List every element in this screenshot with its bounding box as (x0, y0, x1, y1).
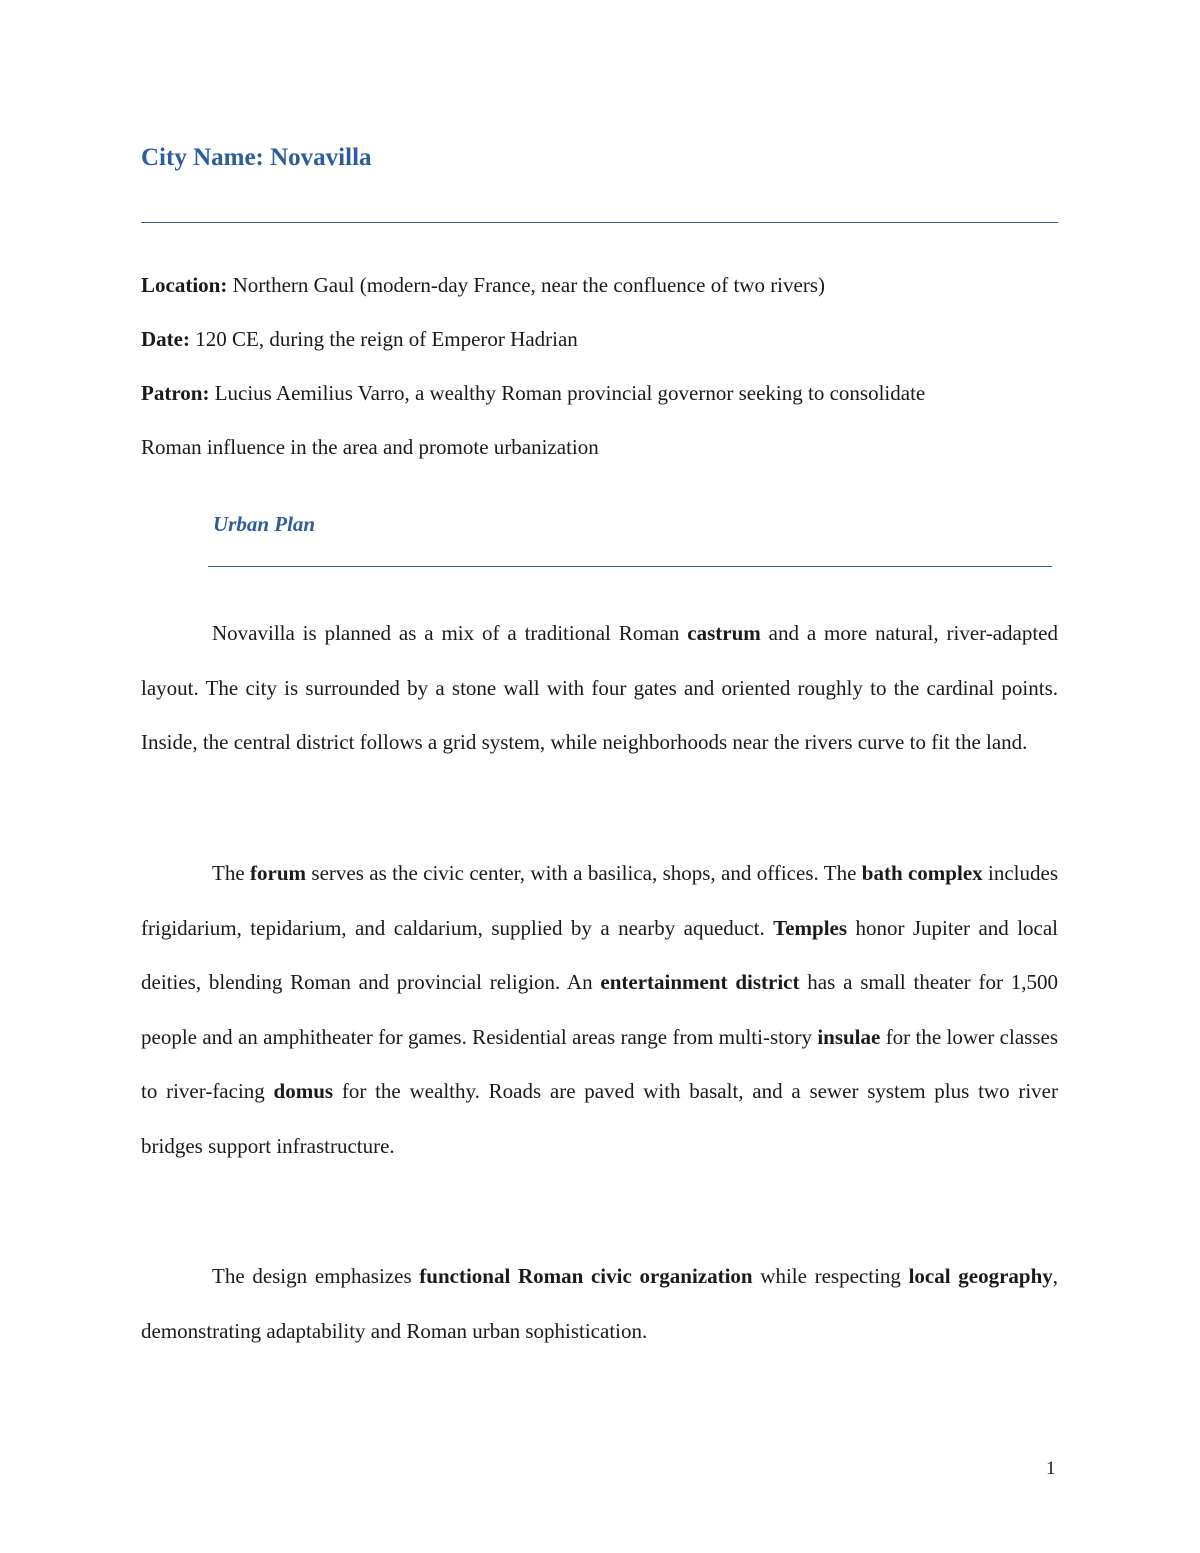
patron-value: Lucius Aemilius Varro, a wealthy Roman provincial governor seeking to consolidate (209, 381, 926, 405)
text-run: has a small theater for 1,500 people and an amphitheater for games. Residential areas range from multi-story (141, 970, 1059, 1049)
title-divider (141, 222, 1058, 223)
section-divider (208, 566, 1052, 567)
paragraph-summary (141, 1249, 1058, 1358)
bold-term-entertainment-district: entertainment district (600, 970, 800, 994)
date-label: Date: (141, 327, 190, 351)
text-run: , demonstrating adaptability and Roman urban sophistication. (141, 1264, 1059, 1343)
text-run: for the lower classes to river-facing (141, 1024, 1058, 1103)
bold-term-temples: Temples (773, 915, 848, 940)
date-line (141, 324, 578, 354)
patron-line-continued (141, 432, 599, 462)
bold-term-domus: domus (273, 1079, 334, 1103)
city-title: City Name: Novavilla (141, 144, 372, 171)
patron-value-continued: Roman influence in the area and promote urbanization (141, 435, 599, 459)
text-run: honor Jupiter and local deities, blending Roman and provincial religion. An (141, 915, 1059, 994)
bold-term-functional-organization: functional Roman civic organization (419, 1264, 753, 1288)
bold-term-castrum: castrum (687, 621, 761, 645)
text-run: serves as the civic center, with a basilica, shops, and offices. The (306, 861, 862, 885)
location-line (141, 270, 825, 300)
bold-term-bath-complex: bath complex (861, 861, 983, 885)
text-run: The design emphasizes (212, 1264, 420, 1288)
section-heading-urban-plan: Urban Plan (213, 512, 316, 536)
text-run: includes frigidarium, tepidarium, and caldarium, supplied by a nearby aqueduct. (141, 861, 1058, 940)
location-value: Northern Gaul (modern-day France, near the confluence of two rivers) (227, 273, 825, 297)
bold-term-insulae: insulae (817, 1024, 881, 1049)
patron-label: Patron: (141, 381, 210, 405)
text-run: The (212, 861, 251, 885)
page-number: 1 (1046, 1458, 1056, 1479)
date-value: 120 CE, during the reign of Emperor Hadrian (189, 327, 578, 351)
paragraph-districts (141, 846, 1058, 1173)
text-run: Novavilla is planned as a mix of a traditional Roman (212, 621, 688, 645)
patron-line (141, 378, 925, 408)
location-label: Location: (141, 273, 228, 297)
text-run: for the wealthy. Roads are paved with basalt, and a sewer system plus two river bridges support infrastructure. (141, 1079, 1058, 1158)
bold-term-forum: forum (250, 861, 307, 885)
text-run: and a more natural, river-adapted layout. The city is surrounded by a stone wall with four gates and oriented roughly to the cardinal points. Inside, the central district follows a grid system, while neighborhoods near the rivers curve to fit the land. (141, 621, 1059, 754)
text-run: while respecting (752, 1264, 909, 1288)
bold-term-local-geography: local geography (908, 1264, 1053, 1288)
paragraph-layout (141, 606, 1058, 770)
